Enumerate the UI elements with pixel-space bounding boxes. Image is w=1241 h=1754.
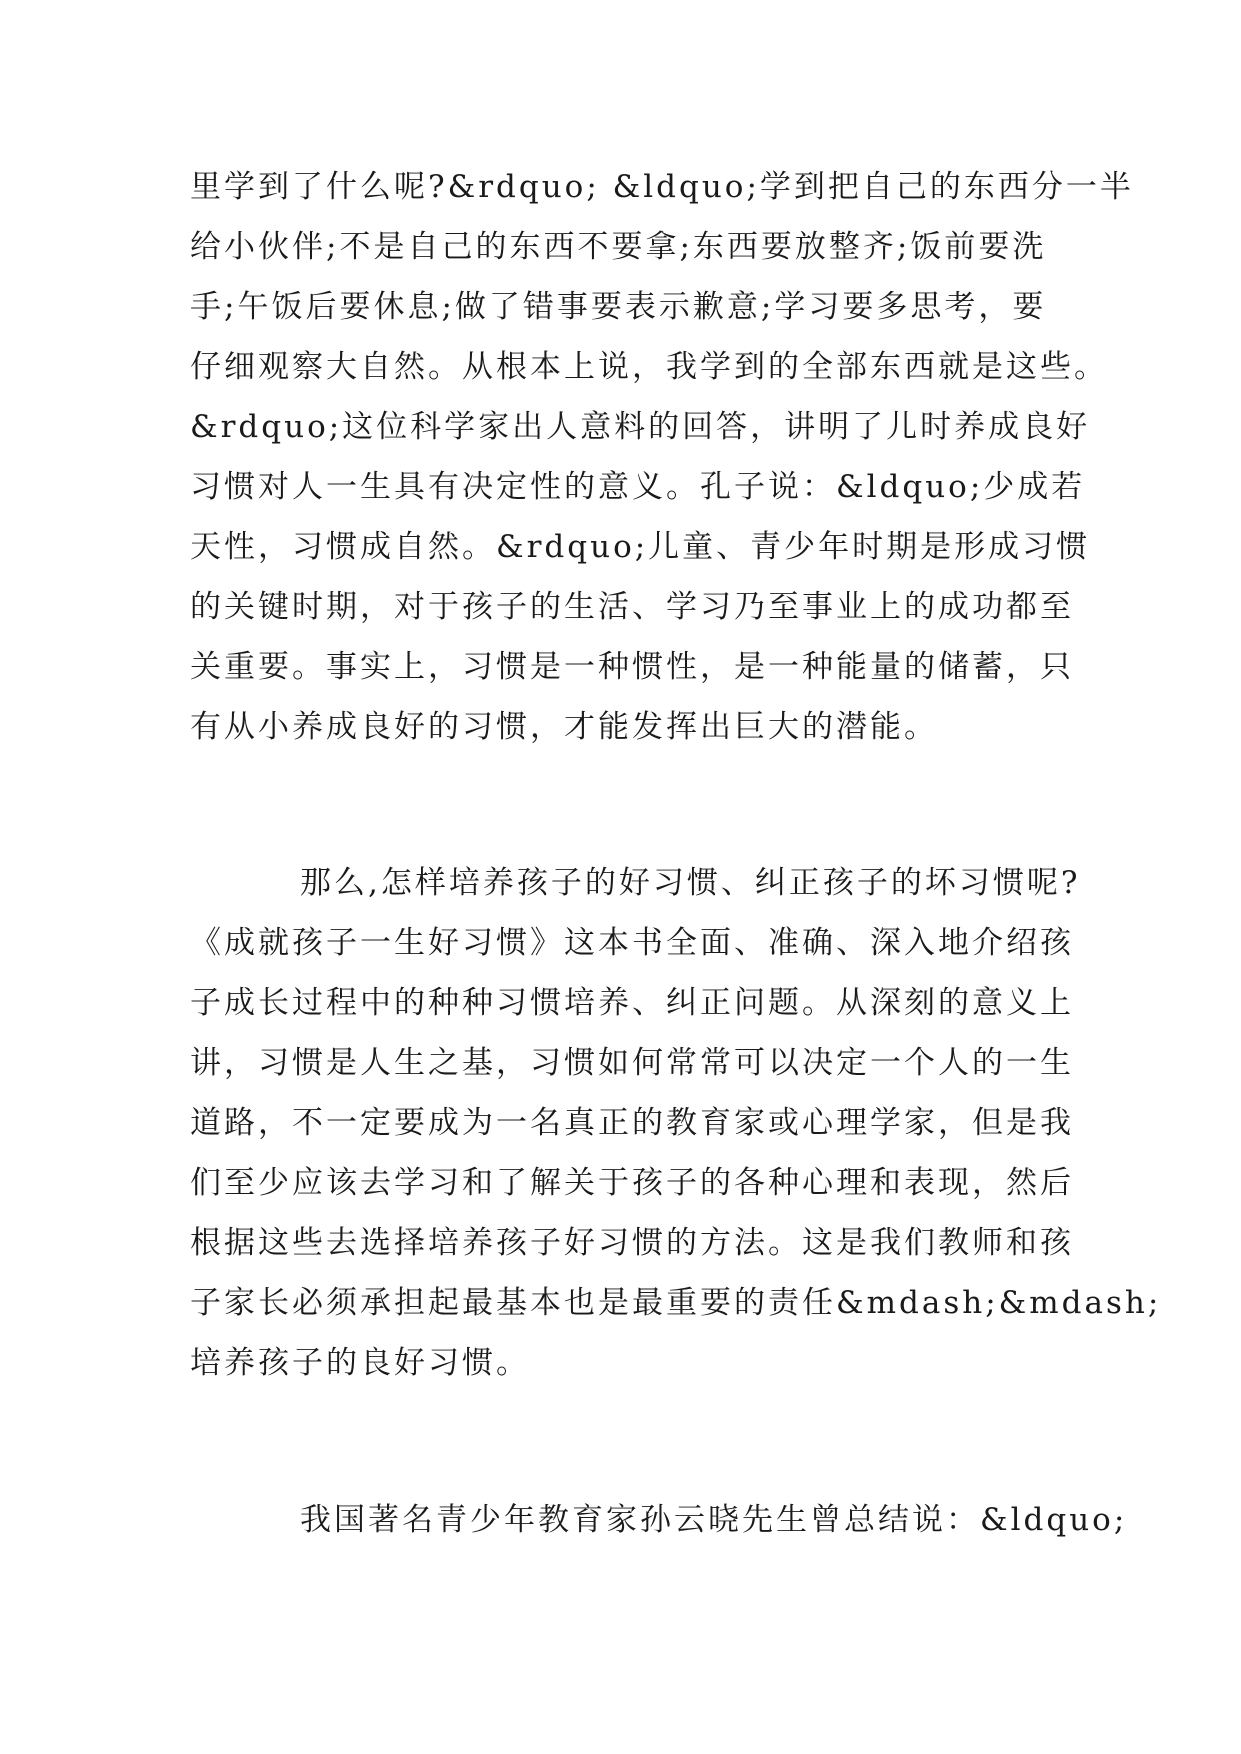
paragraph-line: 子成长过程中的种种习惯培养、纠正问题。从深刻的意义上: [190, 985, 1074, 1021]
paragraph-3: [190, 1490, 1128, 1550]
paragraph-1: [190, 157, 1134, 757]
paragraph-line: 关重要。事实上，习惯是一种惯性，是一种能量的储蓄，只: [190, 649, 1074, 685]
paragraph-line: 有从小养成良好的习惯，才能发挥出巨大的潜能。: [190, 709, 938, 745]
paragraph-line: 的关键时期，对于孩子的生活、学习乃至事业上的成功都至: [190, 589, 1074, 625]
paragraph-line: 手;午饭后要休息;做了错事要表示歉意;学习要多思考，要: [190, 289, 1047, 325]
paragraph-line: 道路，不一定要成为一名真正的教育家或心理学家，但是我: [190, 1105, 1074, 1141]
paragraph-line: &rdquo;这位科学家出人意料的回答，讲明了儿时养成良好: [190, 409, 1091, 445]
paragraph-line: 里学到了什么呢?&rdquo; &ldquo;学到把自己的东西分一半: [190, 169, 1134, 205]
paragraph-line: 我国著名青少年教育家孙云晓先生曾总结说：&ldquo;: [300, 1502, 1128, 1538]
paragraph-2: [190, 853, 1162, 1393]
paragraph-line: 培养孩子的良好习惯。: [190, 1345, 530, 1381]
paragraph-line: 仔细观察大自然。从根本上说，我学到的全部东西就是这些。: [190, 349, 1108, 385]
paragraph-line: 根据这些去选择培养孩子好习惯的方法。这是我们教师和孩: [190, 1225, 1074, 1261]
paragraph-line: 给小伙伴;不是自己的东西不要拿;东西要放整齐;饭前要洗: [190, 229, 1047, 265]
paragraph-line: 天性，习惯成自然。&rdquo;儿童、青少年时期是形成习惯: [190, 529, 1091, 565]
paragraph-line: 那么,怎样培养孩子的好习惯、纠正孩子的坏习惯呢?: [300, 865, 1081, 901]
paragraph-line: 们至少应该去学习和了解关于孩子的各种心理和表现，然后: [190, 1165, 1074, 1201]
paragraph-line: 讲，习惯是人生之基，习惯如何常常可以决定一个人的一生: [190, 1045, 1074, 1081]
paragraph-line: 习惯对人一生具有决定性的意义。孔子说：&ldquo;少成若: [190, 469, 1086, 505]
paragraph-line: 子家长必须承担起最基本也是最重要的责任&mdash;&mdash;: [190, 1285, 1162, 1321]
paragraph-line: 《成就孩子一生好习惯》这本书全面、准确、深入地介绍孩: [190, 925, 1074, 961]
